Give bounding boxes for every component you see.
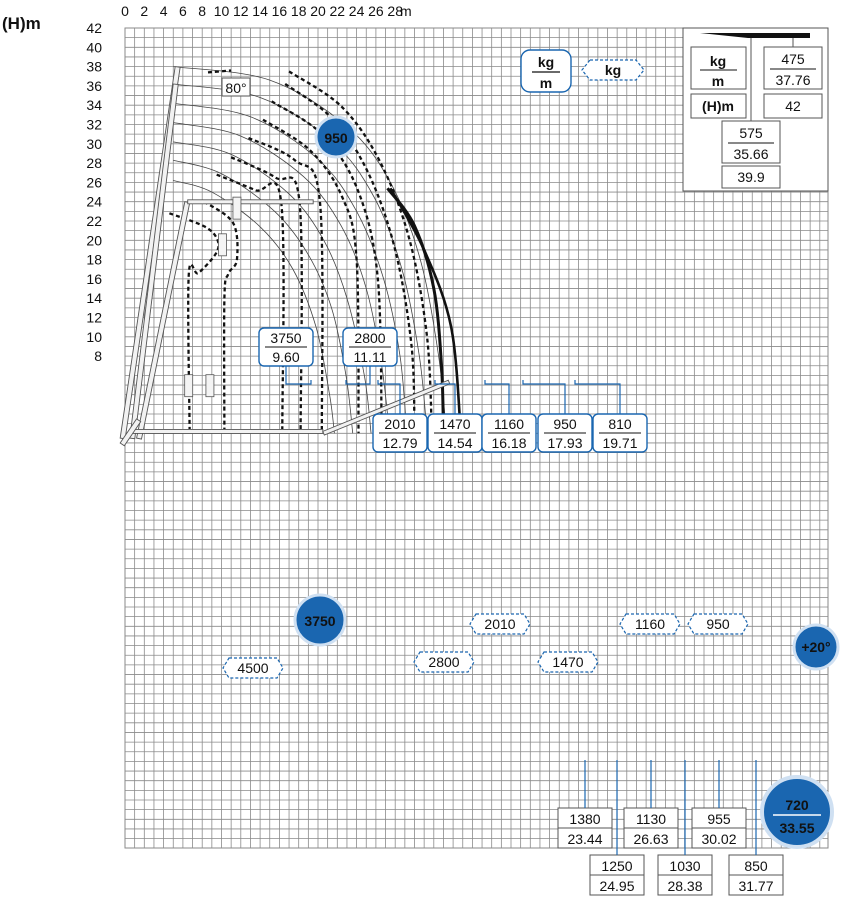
hex-load: 950: [706, 616, 730, 632]
x-tick-label: 12: [233, 3, 249, 19]
boom-section: [188, 200, 313, 204]
y-tick-label: 28: [86, 155, 102, 172]
upper-pair-reach: 14.54: [437, 435, 473, 451]
x-tick-label: 10: [213, 3, 230, 19]
lower-pair-load: 1250: [601, 858, 633, 874]
upper-pair-load: 2010: [384, 416, 416, 432]
x-tick-label: 26: [368, 3, 384, 19]
upper-pair-reach: 16.18: [491, 435, 527, 451]
height-axis-title: (H)m: [2, 14, 41, 33]
hook-block: [233, 197, 241, 219]
lower-pair-load: 850: [744, 858, 768, 874]
legend-kg-per-m-bottom: m: [539, 75, 553, 91]
x-tick-label: 28: [387, 3, 403, 19]
y-tick-label: 38: [86, 58, 102, 75]
hex-load: 2800: [428, 654, 460, 670]
info-kg-label: kg: [709, 53, 727, 69]
final-reach-value: 33.55: [779, 820, 815, 836]
x-tick-label: 0: [121, 3, 129, 19]
x-tick-label: 8: [198, 3, 207, 19]
y-tick-label: 8: [94, 348, 102, 365]
load-limit-curve: [231, 157, 302, 433]
boom-angle-label: 80°: [225, 80, 247, 96]
hook-block: [206, 375, 214, 397]
y-tick-label: 14: [86, 290, 102, 307]
lower-pair-load: 955: [707, 811, 731, 827]
hook-block: [218, 234, 226, 256]
y-tick-label: 30: [86, 135, 102, 152]
hex-load: 2010: [484, 616, 516, 632]
lower-pair-reach: 26.63: [633, 831, 669, 847]
y-tick-label: 22: [86, 213, 102, 229]
info-height-label: (H)m: [702, 98, 734, 114]
upper-pair-reach: 12.79: [382, 435, 418, 451]
legend-kg-label: kg: [604, 62, 622, 78]
x-tick-label: 18: [290, 3, 307, 19]
final-load-value: 720: [785, 797, 809, 813]
upper-pair-load: 810: [608, 416, 632, 432]
max-reach-curve: [390, 188, 460, 433]
legend-kg-per-m-top: kg: [537, 54, 555, 70]
boom-section: [130, 429, 323, 433]
middle-load-badge-label: 3750: [304, 613, 336, 629]
info-a-height: 42: [785, 98, 801, 114]
x-tick-label: 6: [179, 3, 187, 19]
lower-pair-reach: 28.38: [667, 878, 703, 894]
y-tick-label: 24: [86, 193, 102, 210]
y-tick-label: 42: [86, 20, 102, 36]
upper-pair-load: 2800: [354, 330, 386, 346]
lower-pair-reach: 23.44: [567, 831, 603, 847]
y-tick-label: 16: [86, 270, 102, 287]
x-unit-label: m: [399, 3, 412, 19]
info-m-label: m: [711, 73, 725, 89]
top-load-badge-label: 950: [324, 130, 348, 146]
y-tick-label: 34: [86, 97, 102, 114]
y-tick-label: 32: [86, 116, 102, 133]
upper-pair-load: 3750: [270, 330, 302, 346]
y-tick-label: 26: [86, 174, 102, 191]
upper-pair-reach: 11.11: [353, 349, 387, 365]
y-tick-label: 36: [86, 77, 102, 94]
info-b-load: 575: [739, 125, 763, 141]
y-tick-label: 18: [86, 251, 102, 268]
x-tick-label: 14: [252, 3, 268, 19]
x-tick-label: 16: [271, 3, 288, 19]
hook-block: [185, 375, 193, 397]
x-tick-label: 2: [140, 3, 149, 19]
upper-pair-reach: 9.60: [272, 349, 300, 365]
upper-pair-reach: 19.71: [602, 435, 638, 451]
load-limit-curve: [263, 120, 359, 434]
y-tick-label: 20: [86, 232, 102, 249]
info-b-height: 39.9: [737, 169, 765, 185]
x-tick-label: 24: [348, 3, 365, 19]
x-tick-label: 22: [329, 3, 346, 19]
lower-pair-load: 1380: [569, 811, 601, 827]
upper-pair-load: 950: [553, 416, 577, 432]
lower-pair-load: 1130: [635, 811, 667, 827]
info-a-load: 475: [781, 51, 805, 67]
y-tick-label: 10: [86, 328, 102, 345]
y-tick-label: 12: [86, 309, 102, 326]
lower-pair-reach: 31.77: [738, 878, 774, 894]
upper-pair-load: 1160: [493, 416, 525, 432]
lower-pair-reach: 24.95: [599, 878, 635, 894]
hex-load: 1470: [552, 654, 584, 670]
upper-pair-reach: 17.93: [547, 435, 583, 451]
info-b-reach: 35.66: [733, 146, 769, 162]
lower-pair-reach: 30.02: [701, 831, 737, 847]
info-a-reach: 37.76: [775, 72, 811, 88]
hex-load: 1160: [634, 616, 666, 632]
x-tick-label: 20: [310, 3, 326, 19]
y-tick-label: 40: [86, 39, 102, 56]
hex-load: 4500: [237, 660, 269, 676]
upper-pair-load: 1470: [439, 416, 471, 432]
lower-pair-load: 1030: [669, 858, 701, 874]
tilt-badge-label: +20°: [801, 639, 831, 655]
x-tick-label: 4: [159, 3, 168, 19]
